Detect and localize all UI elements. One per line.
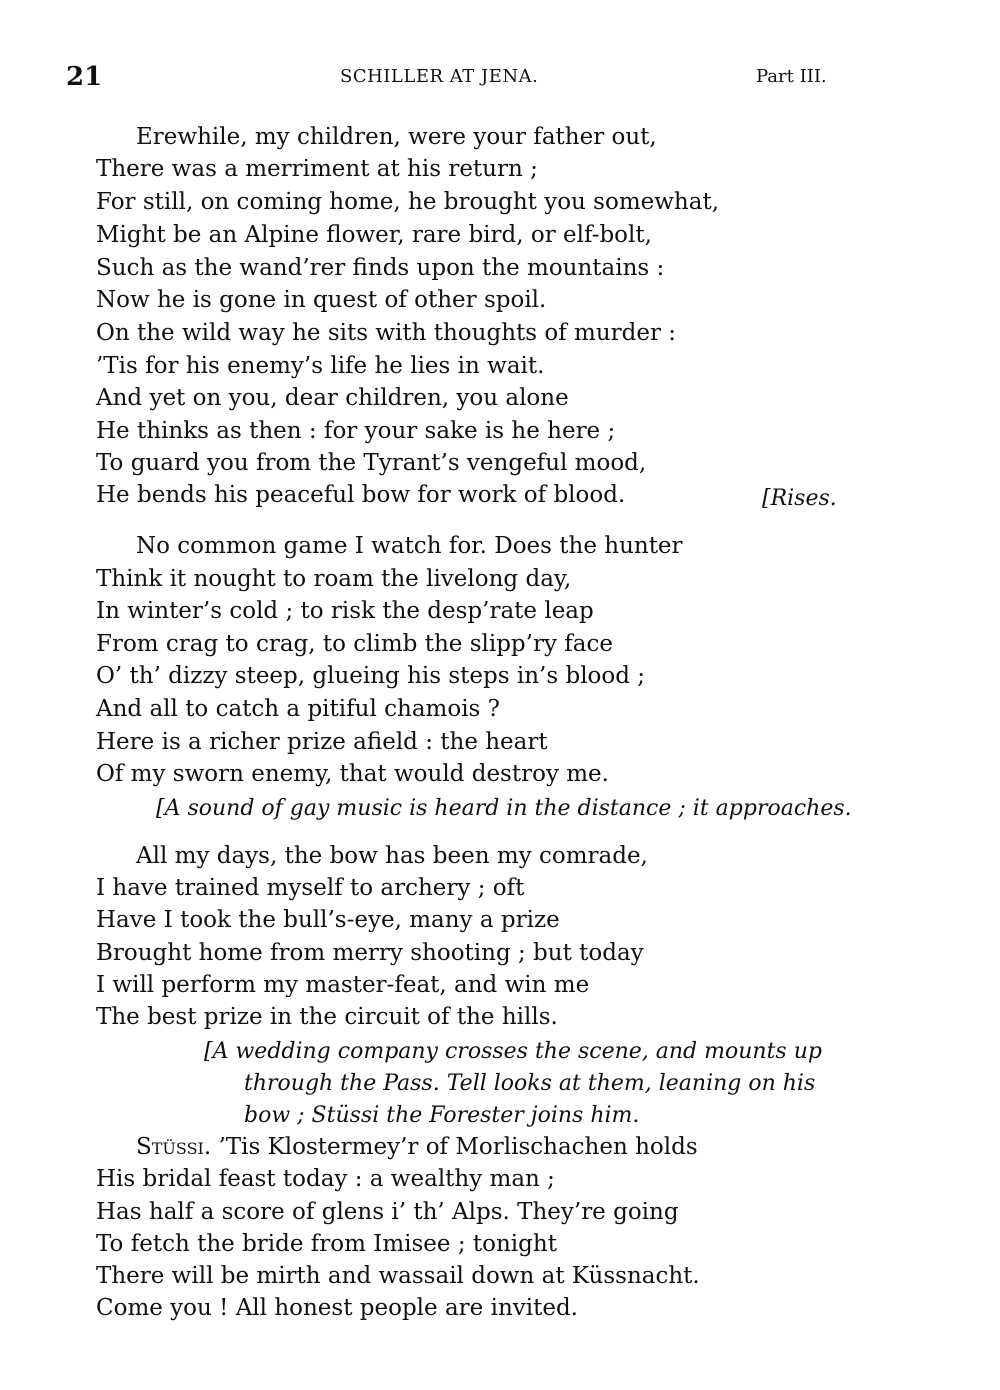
verse-text: ’Tis Klostermey’r of Morlischachen holds xyxy=(218,1134,698,1160)
verse-line: All my days, the bow has been my comrade, xyxy=(136,843,648,869)
verse-line: Come you ! All honest people are invited. xyxy=(96,1295,578,1321)
verse-line: From crag to crag, to climb the slipp’ry face xyxy=(96,631,613,657)
verse-line: Erewhile, my children, were your father out, xyxy=(136,124,657,150)
stage-direction: [Rises. xyxy=(762,486,837,511)
stage-direction: [A wedding company crosses the scene, and mounts up xyxy=(204,1039,822,1064)
verse-line: Brought home from merry shooting ; but today xyxy=(96,940,644,966)
verse-line: He thinks as then : for your sake is he here ; xyxy=(96,418,616,444)
verse-line: For still, on coming home, he brought you somewhat, xyxy=(96,189,720,215)
verse-line: His bridal feast today : a wealthy man ; xyxy=(96,1166,555,1192)
verse-line: He bends his peaceful bow for work of blood. xyxy=(96,482,626,508)
running-title: SCHILLER AT JENA. xyxy=(340,66,539,87)
verse-line: No common game I watch for. Does the hunter xyxy=(136,533,683,559)
verse-line: There will be mirth and wassail down at Küssnacht. xyxy=(96,1263,700,1289)
verse-line: On the wild way he sits with thoughts of murder : xyxy=(96,320,677,346)
page-number: 21 xyxy=(66,62,103,92)
verse-line: To fetch the bride from Imisee ; tonight xyxy=(96,1231,557,1257)
verse-line: O’ th’ dizzy steep, glueing his steps in’s blood ; xyxy=(96,663,646,689)
stage-direction: [A sound of gay music is heard in the distance ; it approaches. xyxy=(156,796,852,821)
verse-line: To guard you from the Tyrant’s vengeful mood, xyxy=(96,450,647,476)
verse-line-with-speaker xyxy=(136,1136,698,1159)
verse-line: I will perform my master-feat, and win me xyxy=(96,972,590,998)
verse-line: Have I took the bull’s-eye, many a prize xyxy=(96,907,560,933)
verse-line: Has half a score of glens i’ th’ Alps. They’re going xyxy=(96,1199,679,1225)
verse-line: Here is a richer prize afield : the heart xyxy=(96,729,548,755)
verse-line: And all to catch a pitiful chamois ? xyxy=(96,696,500,722)
verse-line: I have trained myself to archery ; oft xyxy=(96,875,525,901)
speaker-name: Stüssi. xyxy=(136,1134,212,1160)
verse-line: Now he is gone in quest of other spoil. xyxy=(96,287,547,313)
stage-direction: bow ; Stüssi the Forester joins him. xyxy=(244,1103,640,1128)
verse-line: ’Tis for his enemy’s life he lies in wait. xyxy=(96,353,545,379)
running-header xyxy=(0,62,1000,92)
verse-line: Might be an Alpine flower, rare bird, or elf-bolt, xyxy=(96,222,652,248)
part-label: Part III. xyxy=(756,66,827,87)
verse-line: In winter’s cold ; to risk the desp’rate leap xyxy=(96,598,594,624)
stage-direction: through the Pass. Tell looks at them, leaning on his xyxy=(244,1071,816,1096)
verse-line: Of my sworn enemy, that would destroy me. xyxy=(96,761,609,787)
verse-line: Such as the wand’rer finds upon the mountains : xyxy=(96,255,665,281)
verse-line: Think it nought to roam the livelong day, xyxy=(96,566,572,592)
verse-line: The best prize in the circuit of the hills. xyxy=(96,1004,558,1030)
verse-line: And yet on you, dear children, you alone xyxy=(96,385,569,411)
verse-line: There was a merriment at his return ; xyxy=(96,156,538,182)
